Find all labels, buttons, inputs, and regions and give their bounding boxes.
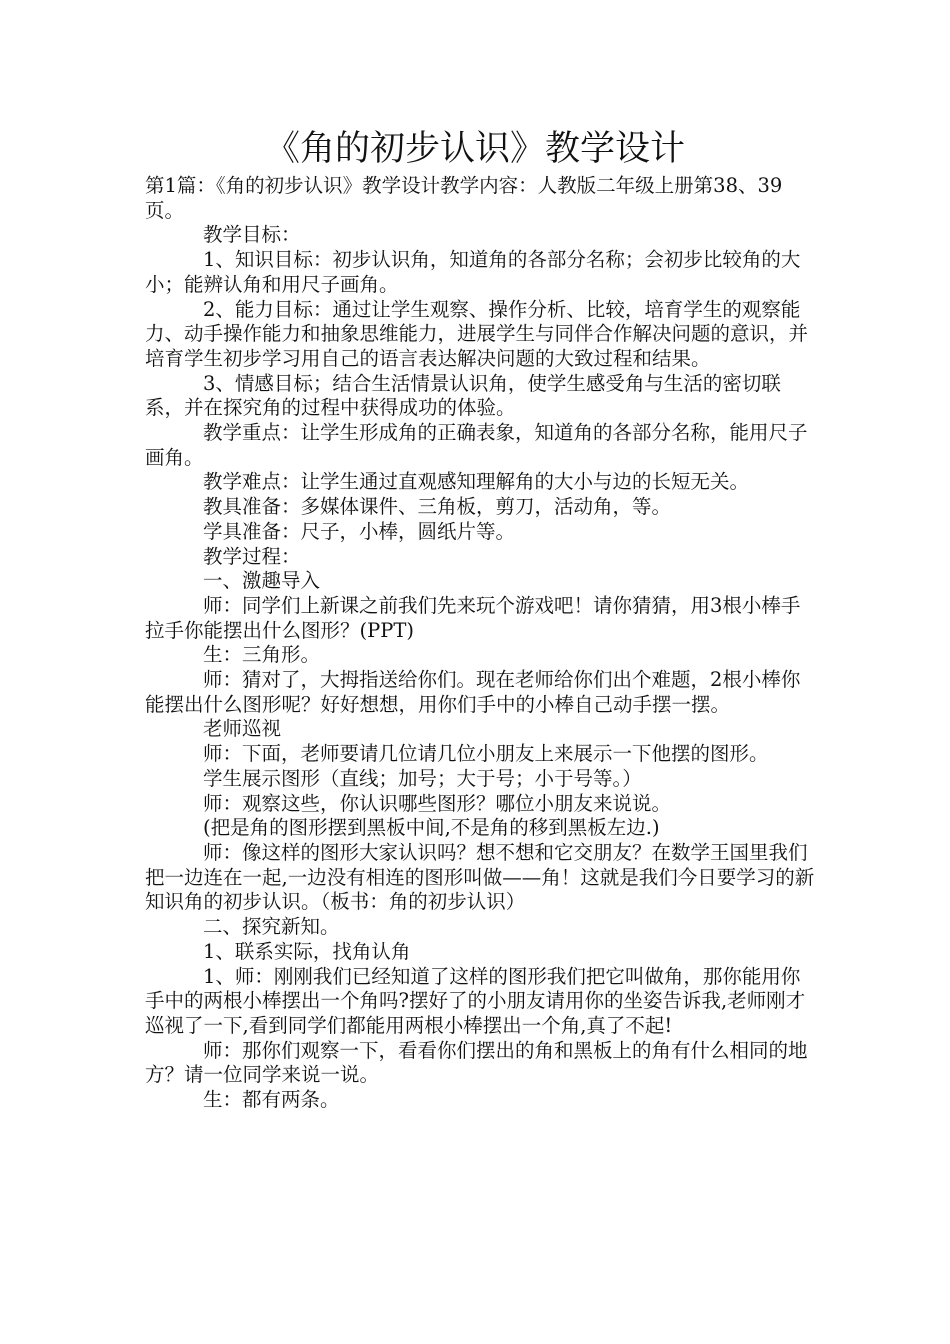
body-paragraph: 一、激趣导入 bbox=[203, 569, 321, 593]
body-paragraph: 教学重点：让学生形成角的正确表象，知道角的各部分名称，能用尺子画角。 bbox=[145, 421, 808, 469]
body-paragraph: 学具准备：尺子，小棒，圆纸片等。 bbox=[203, 519, 516, 543]
body-paragraph: 1、知识目标：初步认识角，知道角的各部分名称；会初步比较角的大小；能辨认角和用尺子画角。 bbox=[145, 248, 801, 296]
body-paragraph: 1、师：刚刚我们已经知道了这样的图形我们把它叫做角，那你能用你手中的两根小棒摆出一个角吗?摆好了的小朋友请用你的坐姿告诉我,老师刚才巡视了一下,看到同学们都能用两根小棒摆出一个角,真了不起! bbox=[145, 964, 806, 1037]
body-paragraph: 师：下面，老师要请几位请几位小朋友上来展示一下他摆的图形。 bbox=[203, 742, 769, 766]
body-paragraph: 学生展示图形（直线；加号；大于号；小于号等。） bbox=[203, 766, 642, 790]
body-paragraph: 2、能力目标：通过让学生观察、操作分析、比较，培育学生的观察能力、动手操作能力和抽象思维能力，进展学生与同伴合作解决问题的意识，并培育学生初步学习用自己的语言表达解决问题的大致过程和结果。 bbox=[145, 297, 809, 370]
body-paragraph: 1、联系实际，找角认角 bbox=[203, 939, 411, 963]
body-paragraph: 师：像这样的图形大家认识吗？想不想和它交朋友？在数学王国里我们把一边连在一起,一边没有相连的图形叫做——角！这就是我们今日要学习的新知识角的初步认识。（板书：角的初步认识） bbox=[145, 840, 815, 914]
body-paragraph: (把是角的图形摆到黑板中间,不是角的移到黑板左边.) bbox=[203, 816, 660, 840]
body-paragraph: 教学目标： bbox=[203, 223, 301, 247]
document-body bbox=[145, 174, 815, 1113]
body-paragraph: 教学难点：让学生通过直观感知理解角的大小与边的长短无关。 bbox=[203, 470, 750, 494]
body-paragraph: 老师巡视 bbox=[203, 717, 282, 741]
body-paragraph: 3、情感目标；结合生活情景认识角，使学生感受角与生活的密切联系，并在探究角的过程中获得成功的体验。 bbox=[145, 371, 781, 420]
body-paragraph: 教具准备：多媒体课件、三角板，剪刀，活动角，等。 bbox=[203, 495, 672, 519]
body-paragraph: 二、探究新知。 bbox=[203, 915, 340, 939]
document-title: 《角的初步认识》教学设计 bbox=[264, 129, 685, 169]
body-paragraph: 师：那你们观察一下，看看你们摆出的角和黑板上的角有什么相同的地方？请一位同学来说一说。 bbox=[145, 1038, 808, 1087]
body-paragraph: 师：猜对了，大拇指送给你们。现在老师给你们出个难题，2根小棒你能摆出什么图形呢？好好想想，用你们手中的小棒自己动手摆一摆。 bbox=[145, 668, 801, 716]
body-paragraph: 生：三角形。 bbox=[203, 643, 321, 667]
body-paragraph: 教学过程： bbox=[203, 544, 301, 568]
body-paragraph: 第1篇：《角的初步认识》教学设计教学内容：人教版二年级上册第38、39页。 bbox=[145, 174, 783, 222]
body-paragraph: 生：都有两条。 bbox=[203, 1088, 340, 1112]
body-paragraph: 师：观察这些，你认识哪些图形？哪位小朋友来说说。 bbox=[203, 791, 672, 815]
body-paragraph: 师：同学们上新课之前我们先来玩个游戏吧！请你猜猜，用3根小棒手拉手你能摆出什么图形？(PPT) bbox=[145, 593, 801, 642]
